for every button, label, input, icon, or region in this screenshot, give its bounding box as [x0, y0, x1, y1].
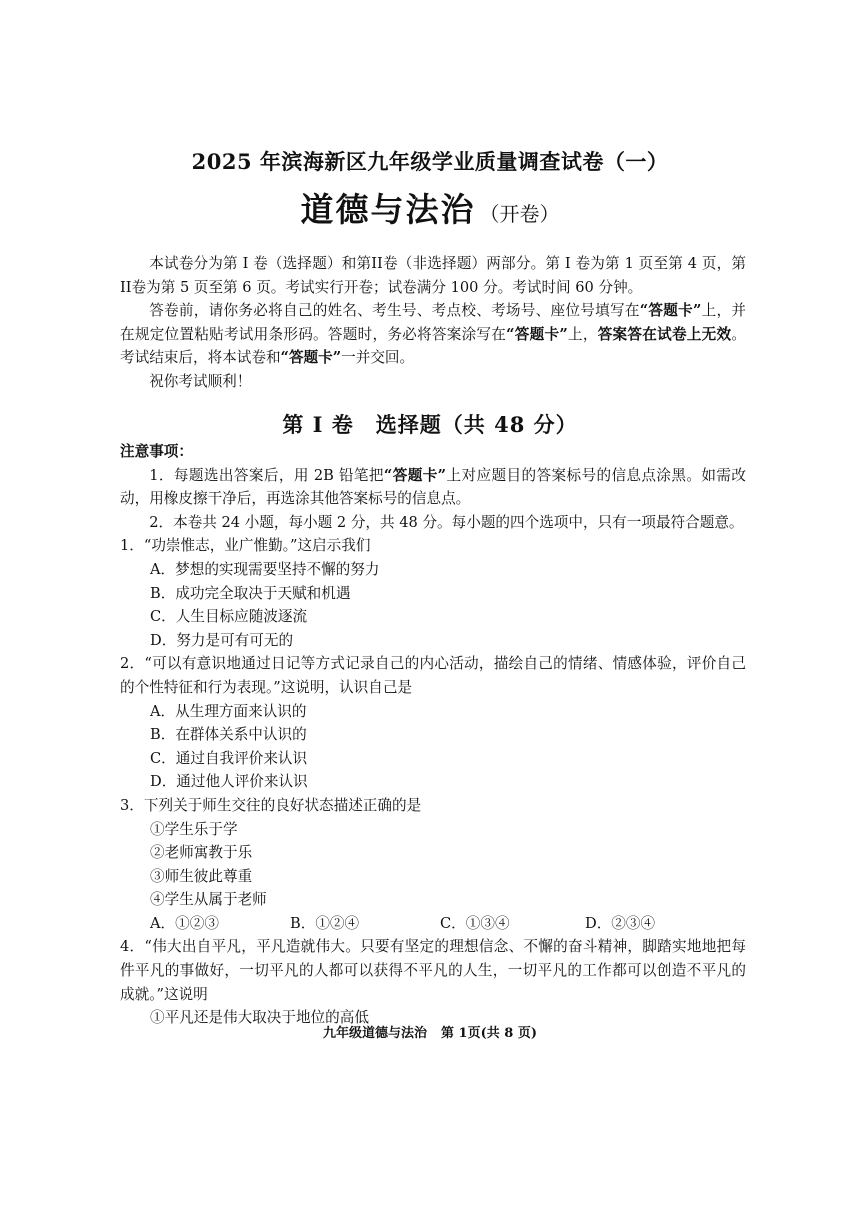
statement-2: ②老师寓教于乐 [150, 844, 253, 862]
option-b: B．在群体关系中认识的 [150, 726, 307, 744]
footer-page-number: 第 1页(共 8 页) [441, 1026, 537, 1041]
option-d: D．努力是可有可无的 [150, 631, 294, 649]
option-d: D．通过他人评价来认识 [150, 773, 308, 791]
answer-card-term: “答题卡” [280, 349, 342, 367]
option-b: B．①②④ [290, 914, 360, 932]
text-run: 上，并在规定位置粘贴考试用条形码。答题时，务必将答案涂写在 [120, 302, 746, 343]
option-c: C．①③④ [440, 914, 510, 932]
option-b: B．成功完全取决于天赋和机遇 [150, 584, 351, 602]
text-run: 答卷前，请你务必将自己的姓名、考生号、考点校、考场号、座位号填写在 [149, 302, 640, 320]
question-4 [120, 935, 746, 1029]
option-a: A．从生理方面来认识的 [150, 702, 307, 720]
statement-1: ①学生乐于学 [150, 820, 238, 838]
exam-body [120, 440, 746, 1030]
statement-1: ①平凡还是伟大取决于地位的高低 [150, 1009, 369, 1027]
question-stem: 3．下列关于师生交往的良好状态描述正确的是 [120, 796, 422, 814]
text-run: 一并交回。 [341, 349, 415, 367]
question-3 [120, 794, 746, 936]
question-stem: 1．“功崇惟志，业广惟勤。”这启示我们 [120, 537, 371, 555]
answer-card-term: “答题卡” [383, 466, 447, 484]
option-c: C．通过自我评价来认识 [150, 749, 308, 767]
option-c: C．人生目标应随波逐流 [150, 608, 308, 626]
instructions [120, 252, 746, 394]
answer-card-term: “答题卡” [506, 325, 568, 343]
option-d: D．②③④ [585, 914, 656, 932]
subject-name: 道德与法治 [300, 190, 476, 229]
option-a: A．梦想的实现需要坚持不懈的努力 [150, 560, 380, 578]
options-row [120, 912, 746, 936]
subject-note: （开卷） [479, 202, 560, 226]
note-1 [120, 464, 746, 511]
section-title: 第 I 卷 选择题（共 48 分） [282, 412, 578, 437]
notes-heading: 注意事项： [120, 443, 193, 460]
subject-heading [0, 184, 860, 231]
text-run: 上， [567, 325, 598, 343]
good-luck-line: 祝你考试顺利！ [149, 372, 252, 390]
question-2 [120, 652, 746, 794]
question-stem: 2．“可以有意识地通过日记等方式记录自己的内心活动，描绘自己的情绪、情感体验，评价自己的个性特征和行为表现。”这说明，认识自己是 [120, 655, 746, 696]
invalid-answer-warning: 答案答在试卷上无效 [597, 325, 732, 343]
note-2: 2．本卷共 24 小题，每小题 2 分，共 48 分。每小题的四个选项中，只有一项最符合题意。 [149, 513, 744, 531]
page-footer [0, 1022, 860, 1041]
option-a: A．①②③ [150, 914, 219, 932]
footer-subject: 九年级道德与法治 [323, 1026, 428, 1041]
instructions-paragraph-1: 本试卷分为第 I 卷（选择题）和第II卷（非选择题）两部分。第 I 卷为第 1 页至第 4 页，第II卷为第 5 页至第 6 页。考试实行开卷；试卷满分 100 分。考试时间 60 分钟。 [120, 255, 746, 296]
question-stem: 4．“伟大出自平凡，平凡造就伟大。只要有坚定的理想信念、不懈的奋斗精神，脚踏实地地把每件平凡的事做好，一切平凡的人都可以获得不平凡的人生，一切平凡的工作都可以创造不平凡的成就。”这说明 [120, 938, 746, 1003]
statement-3: ③师生彼此尊重 [150, 867, 253, 885]
question-1 [120, 534, 746, 652]
instructions-paragraph-2 [120, 299, 746, 370]
answer-card-term: “答题卡” [639, 302, 702, 320]
statement-4: ④学生从属于老师 [150, 891, 267, 909]
text-run: 1．每题选出答案后，用 2B 铅笔把 [149, 466, 384, 484]
exam-title: 2025 年滨海新区九年级学业质量调查试卷（一） [191, 149, 669, 174]
text-run: 上对应题目的答案标号的信息点涂黑。如需改动，用橡皮擦干净后，再选涂其他答案标号的信息点。 [120, 466, 746, 508]
text-run: 。考试结束后，将本试卷和 [120, 325, 746, 367]
